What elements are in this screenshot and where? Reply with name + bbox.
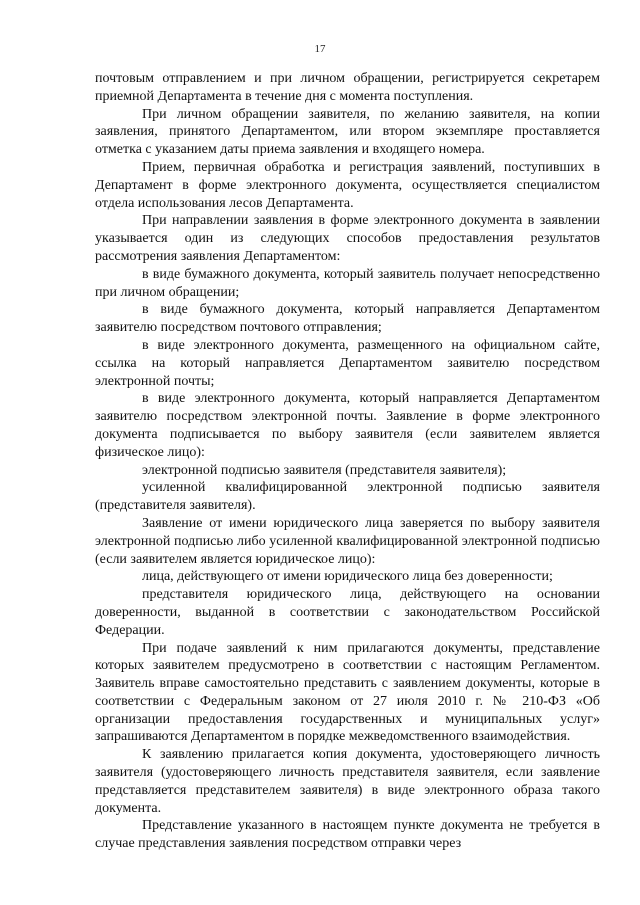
list-item: в виде электронного документа, размещенного на официальном сайте, ссылка на который направляется Департаментом заявителю посредством электронной почты; xyxy=(95,337,600,389)
list-item: лица, действующего от имени юридического лица без доверенности; xyxy=(142,569,553,585)
paragraph: При личном обращении заявителя, по желанию заявителя, на копии заявления, принятого Департаментом, или втором экземпляре проставляется отметка с указанием даты приема заявления и входящего номера. xyxy=(95,106,600,158)
paragraph: При подаче заявлений к ним прилагаются документы, представление которых заявителем предусмотрено в соответствии с настоящим Регламентом. Заявитель вправе самостоятельно представить с заявлением документы, которые в соответствии с Федеральным законом от 27 июля 2010 г. № 210-ФЗ «Об организации предоставления государственных и муниципальных услуг» запрашиваются Департаментом в порядке межведомственного взаимодействия. xyxy=(95,640,600,745)
list-item: в виде электронного документа, который направляется Департаментом заявителю посредством электронной почты. Заявление в форме электронного документа подписывается по выбору заявителя (если заявителем является физическое лицо): xyxy=(95,391,600,460)
paragraph: почтовым отправлением и при личном обращении, регистрируется секретарем приемной Департамента в течение дня с момента поступления. xyxy=(95,71,600,104)
list-item: в виде бумажного документа, который заявитель получает непосредственно при личном обращении; xyxy=(95,266,600,300)
list-item: в виде бумажного документа, который направляется Департаментом заявителю посредством почтового отправления; xyxy=(95,302,600,336)
list-item: усиленной квалифицированной электронной подписью заявителя (представителя заявителя). xyxy=(95,480,600,514)
list-item: представителя юридического лица, действующего на основании доверенности, выданной в соответствии с законодательством Российской Федерации. xyxy=(95,587,600,638)
paragraph: Представление указанного в настоящем пункте документа не требуется в случае представления заявления посредством отправки через xyxy=(95,818,600,852)
page-number: 17 xyxy=(314,43,326,55)
paragraph: К заявлению прилагается копия документа, удостоверяющего личность заявителя (удостоверяющего личность представителя заявителя, если заявление представляется представителем заявителя) в виде электронного образа такого документа. xyxy=(95,747,600,816)
paragraph: При направлении заявления в форме электронного документа в заявлении указывается один из следующих способов предоставления результатов рассмотрения заявления Департаментом: xyxy=(95,213,600,264)
paragraph: Заявление от имени юридического лица заверяется по выбору заявителя электронной подписью либо усиленной квалифицированной электронной подписью (если заявителем является юридическое лицо): xyxy=(95,515,600,567)
list-item: электронной подписью заявителя (представителя заявителя); xyxy=(142,462,507,478)
document-body xyxy=(95,70,600,853)
paragraph: Прием, первичная обработка и регистрация заявлений, поступивших в Департамент в форме электронного документа, осуществляется специалистом отдела использования лесов Департамента. xyxy=(95,159,600,211)
